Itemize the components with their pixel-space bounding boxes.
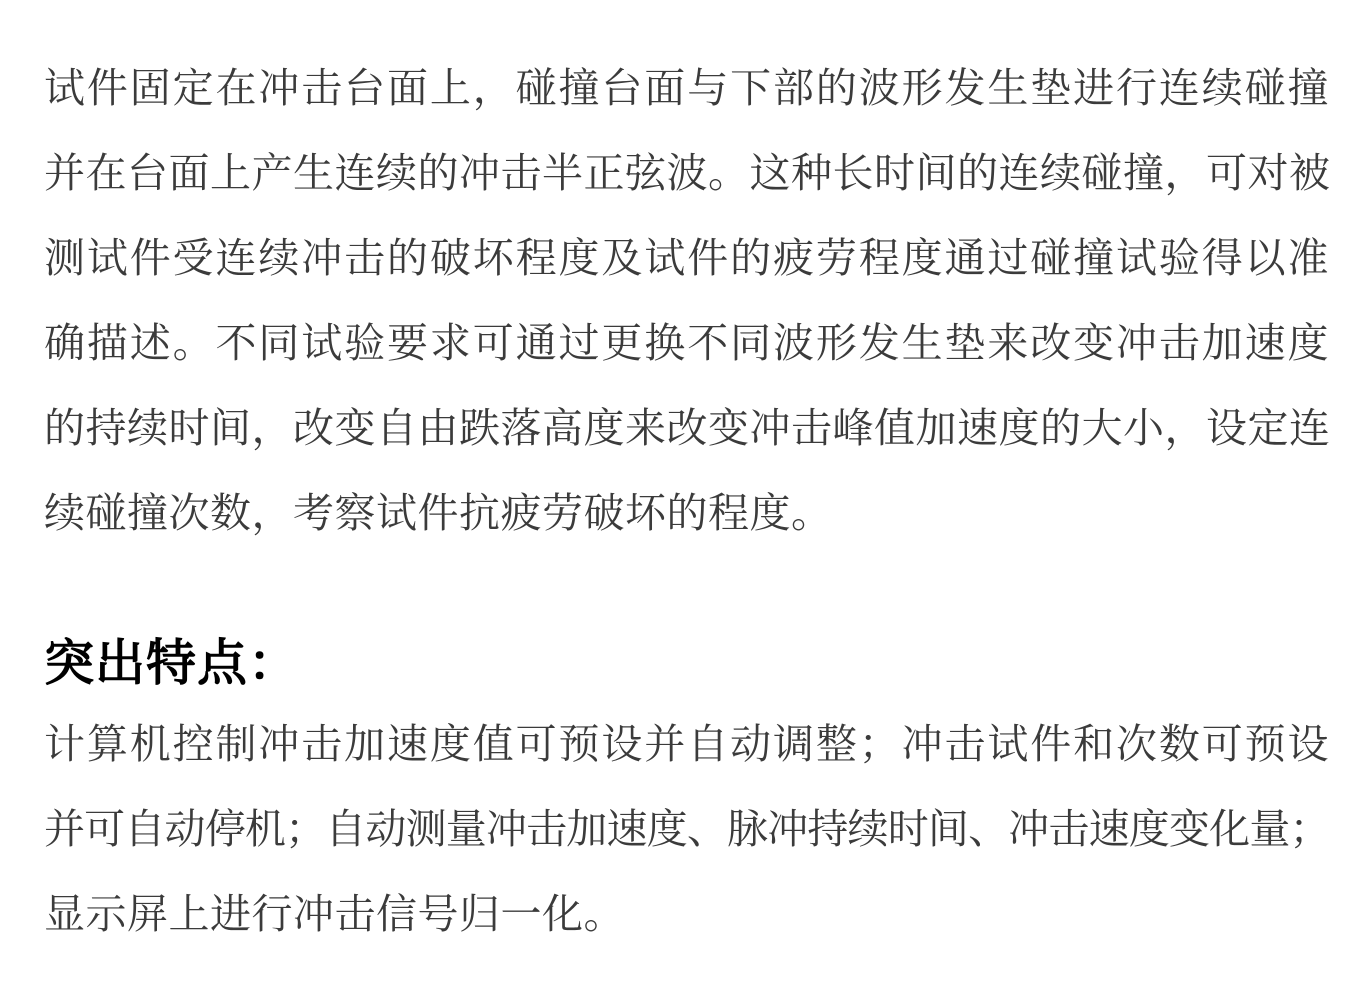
intro-line: 的持续时间，改变自由跌落高度来改变冲击峰值加速度的大小，设定连 bbox=[44, 405, 1331, 451]
intro-paragraph bbox=[44, 46, 1329, 556]
features-paragraph bbox=[44, 702, 1329, 957]
intro-line: 续碰撞次数，考察试件抗疲劳破坏的程度。 bbox=[44, 490, 833, 536]
intro-line: 试件固定在冲击台面上，碰撞台面与下部的波形发生垫进行连续碰撞 bbox=[44, 65, 1329, 111]
intro-line: 确描述。不同试验要求可通过更换不同波形发生垫来改变冲击加速度 bbox=[44, 320, 1329, 366]
intro-line: 并在台面上产生连续的冲击半正弦波。这种长时间的连续碰撞，可对被 bbox=[44, 150, 1331, 196]
intro-line: 测试件受连续冲击的破坏程度及试件的疲劳程度通过碰撞试验得以准 bbox=[44, 235, 1329, 281]
features-line: 计算机控制冲击加速度值可预设并自动调整；冲击试件和次数可预设 bbox=[44, 721, 1329, 767]
features-heading: 突出特点： bbox=[44, 635, 299, 691]
features-line: 显示屏上进行冲击信号归一化。 bbox=[44, 891, 625, 937]
features-line: 并可自动停机；自动测量冲击加速度、脉冲持续时间、冲击速度变化量； bbox=[44, 806, 1329, 852]
